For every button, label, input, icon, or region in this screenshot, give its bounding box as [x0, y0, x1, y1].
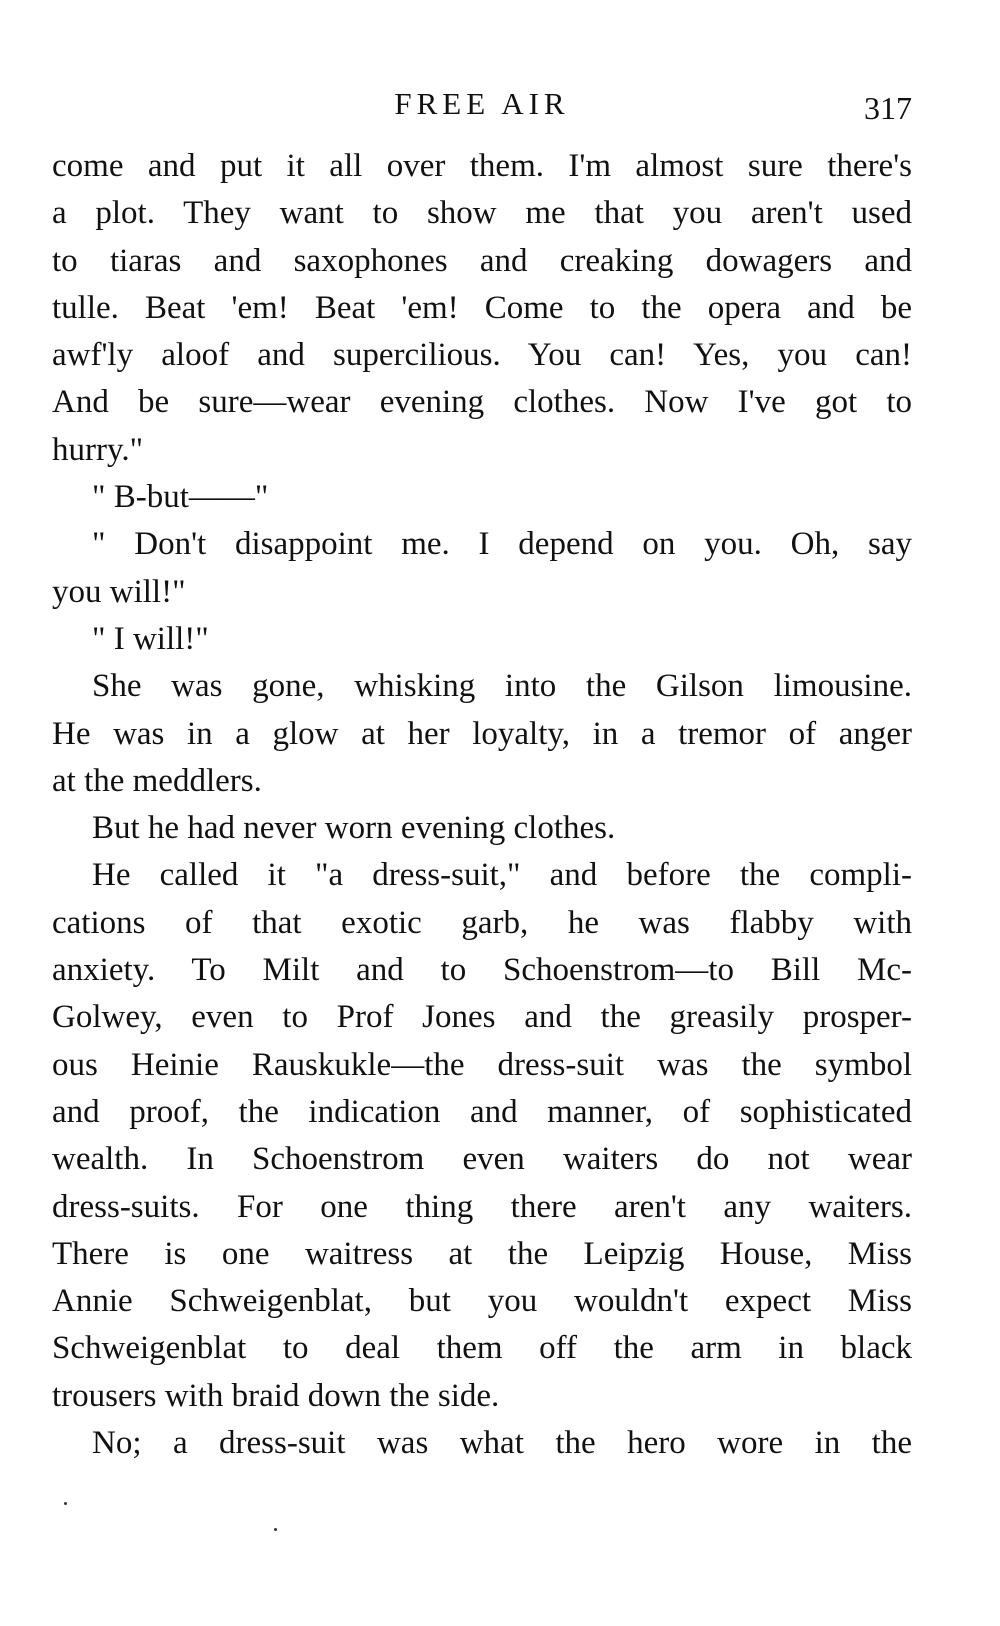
text-line: tulle. Beat 'em! Beat 'em! Come to the opera and be — [52, 289, 912, 326]
text-line: cations of that exotic garb, he was flabby with — [52, 904, 912, 941]
text-line: trousers with braid down the side. — [52, 1377, 500, 1414]
page-number: 317 — [864, 90, 912, 126]
text-line: ous Heinie Rauskukle—the dress-suit was the symbol — [52, 1046, 912, 1083]
text-line: come and put it all over them. I'm almost sure there's — [52, 148, 912, 184]
text-line: Schweigenblat to deal them off the arm in black — [52, 1330, 912, 1367]
text-line: He was in a glow at her loyalty, in a tremor of anger — [52, 715, 912, 752]
text-line: " Don't disappoint me. I depend on you. Oh, say — [92, 526, 912, 563]
text-line: Golwey, even to Prof Jones and the greasily prosper- — [52, 999, 912, 1036]
text-line: and proof, the indication and manner, of sophisticated — [52, 1093, 912, 1130]
text-line: anxiety. To Milt and to Schoenstrom—to Bill Mc- — [52, 952, 912, 989]
text-line: at the meddlers. — [52, 762, 262, 799]
text-line: " I will!" — [92, 620, 209, 657]
text-line: hurry." — [52, 431, 144, 468]
text-line: He called it "a dress-suit," and before the compli- — [92, 857, 912, 894]
running-head-title: FREE AIR — [394, 86, 570, 121]
text-line: Annie Schweigenblat, but you wouldn't expect Miss — [52, 1283, 912, 1320]
text-line: She was gone, whisking into the Gilson limousine. — [92, 668, 912, 705]
text-line: awf'ly aloof and supercilious. You can! Yes, you can! — [52, 337, 912, 374]
text-line: to tiaras and saxophones and creaking dowagers and — [52, 242, 912, 279]
print-speck — [274, 1528, 277, 1531]
text-line: But he had never worn evening clothes. — [92, 810, 616, 847]
text-line: There is one waitress at the Leipzig House, Miss — [52, 1235, 912, 1272]
text-line: No; a dress-suit was what the hero wore in the — [92, 1425, 912, 1462]
text-line: And be sure—wear evening clothes. Now I've got to — [52, 384, 912, 421]
text-line: dress-suits. For one thing there aren't any waiters. — [52, 1188, 912, 1225]
body-text — [52, 143, 912, 1467]
text-line: wealth. In Schoenstrom even waiters do not wear — [52, 1141, 912, 1178]
text-line: a plot. They want to show me that you aren't used — [52, 195, 912, 232]
running-head — [52, 86, 912, 126]
print-speck — [64, 1502, 67, 1505]
text-line: " B-but——" — [92, 479, 269, 516]
text-line: you will!" — [52, 573, 186, 610]
